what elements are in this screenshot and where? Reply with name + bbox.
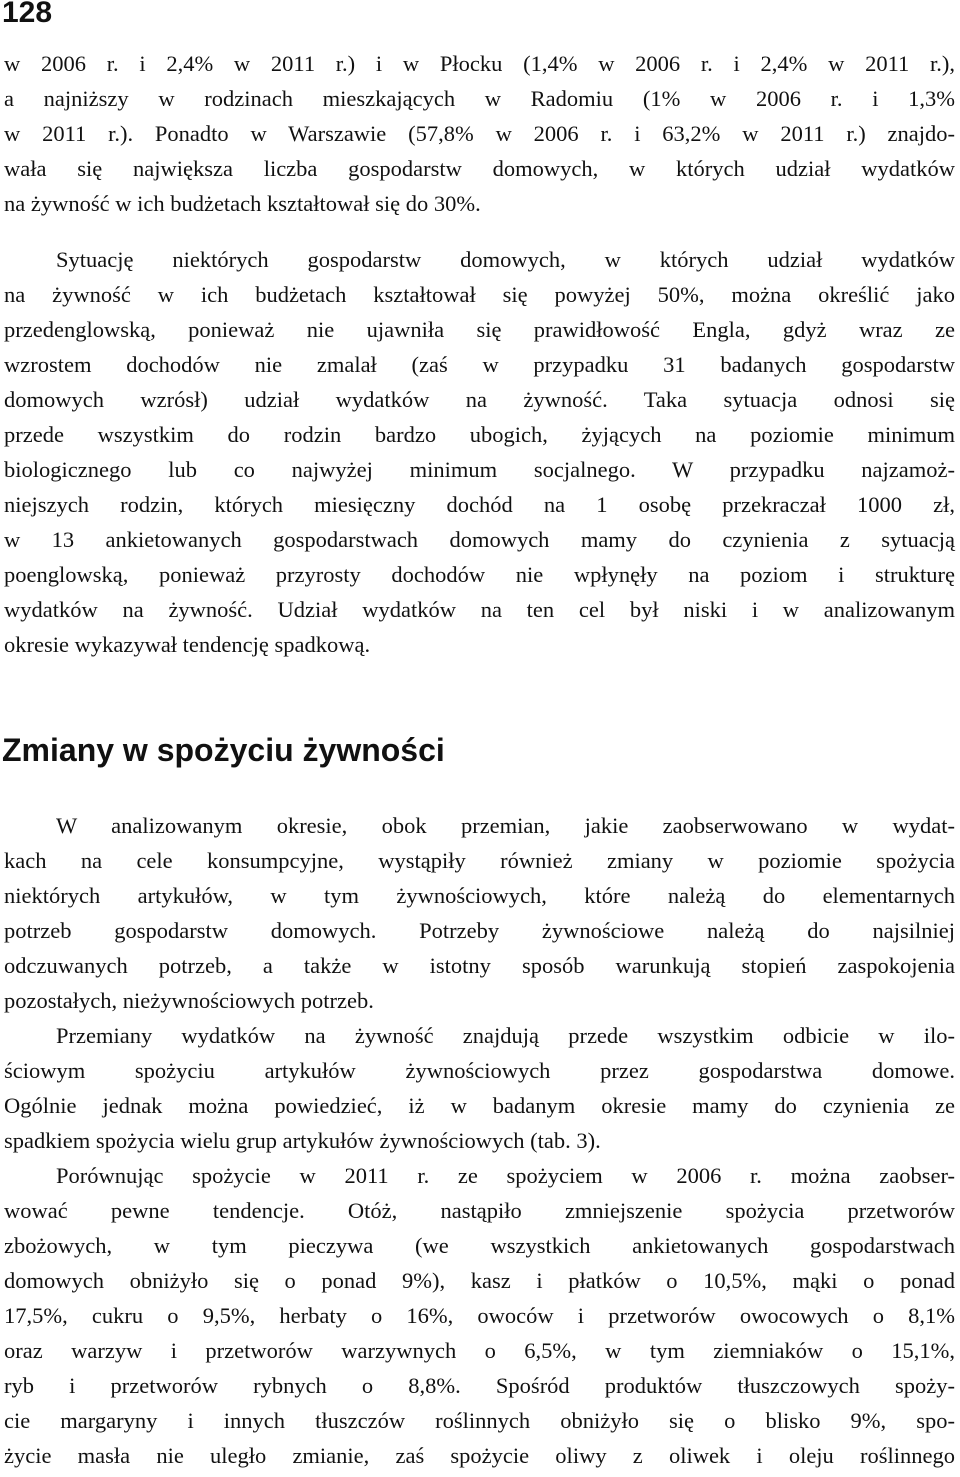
paragraph-2-line: poenglowską, ponieważ przyrosty dochodów nie wpłynęły na poziom i strukturę xyxy=(4,562,955,587)
paragraph-2-line: w 13 ankietowanych gospodarstwach domowych mamy do czynienia z sytuacją xyxy=(4,527,955,552)
paragraph-1-line: na żywność w ich budżetach kształtował się do 30%. xyxy=(4,191,481,216)
paragraph-1 xyxy=(4,46,955,221)
paragraph-5-line: 17,5%, cukru o 9,5%, herbaty o 16%, owoców i przetworów owocowych o 8,1% xyxy=(4,1303,955,1328)
paragraph-2-line: Sytuację niektórych gospodarstw domowych, w których udział wydatków xyxy=(56,247,955,272)
paragraph-2-line: okresie wykazywał tendencję spadkową. xyxy=(4,632,371,657)
paragraph-3-line: pozostałych, nieżywnościowych potrzeb. xyxy=(4,988,374,1013)
paragraph-4 xyxy=(4,1018,955,1158)
paragraph-4-line: spadkiem spożycia wielu grup artykułów żywnościowych (tab. 3). xyxy=(4,1128,601,1153)
paragraph-1-line: wała się największa liczba gospodarstw domowych, w których udział wydatków xyxy=(4,156,955,181)
paragraph-4-line: Ogólnie jednak można powiedzieć, iż w badanym okresie mamy do czynienia ze xyxy=(4,1093,955,1118)
paragraph-4-line: ściowym spożyciu artykułów żywnościowych przez gospodarstwa domowe. xyxy=(4,1058,955,1083)
paragraph-2-line: wydatków na żywność. Udział wydatków na ten cel był niski i w analizowanym xyxy=(4,597,955,622)
paragraph-5-line: oraz warzyw i przetworów warzywnych o 6,5%, w tym ziemniaków o 15,1%, xyxy=(4,1338,955,1363)
paragraph-2-line: domowych wzrósł) udział wydatków na żywność. Taka sytuacja odnosi się xyxy=(4,387,955,412)
paragraph-5-line: cie margaryny i innych tłuszczów roślinnych obniżyło się o blisko 9%, spo- xyxy=(4,1408,955,1433)
paragraph-2-line: biologicznego lub co najwyżej minimum socjalnego. W przypadku najzamoż- xyxy=(4,457,955,482)
paragraph-2-line: na żywność w ich budżetach kształtował się powyżej 50%, można określić jako xyxy=(4,282,955,307)
paragraph-2-line: przede wszystkim do rodzin bardzo ubogich, żyjących na poziomie minimum xyxy=(4,422,955,447)
paragraph-3-line: W analizowanym okresie, obok przemian, jakie zaobserwowano w wydat- xyxy=(56,813,955,838)
paragraph-2-line: wzrostem dochodów nie zmalał (zaś w przypadku 31 badanych gospodarstw xyxy=(4,352,955,377)
paragraph-2 xyxy=(4,242,955,662)
paragraph-4-line: Przemiany wydatków na żywność znajdują przede wszystkim odbicie w ilo- xyxy=(56,1023,955,1048)
paragraph-5-line: życie masła nie uległo zmianie, zaś spożycie oliwy z oliwek i oleju roślinnego xyxy=(4,1443,955,1468)
paragraph-5-line: ryb i przetworów rybnych o 8,8%. Spośród produktów tłuszczowych spoży- xyxy=(4,1373,955,1398)
paragraph-1-line: w 2006 r. i 2,4% w 2011 r.) i w Płocku (1,4% w 2006 r. i 2,4% w 2011 r.), xyxy=(4,51,955,76)
paragraph-5 xyxy=(4,1158,955,1473)
paragraph-5-line: Porównując spożycie w 2011 r. ze spożyciem w 2006 r. można zaobser- xyxy=(56,1163,955,1188)
paragraph-5-line: zbożowych, w tym pieczywa (we wszystkich ankietowanych gospodarstwach xyxy=(4,1233,955,1258)
section-heading: Zmiany w spożyciu żywności xyxy=(2,732,445,768)
page-number: 128 xyxy=(2,0,53,29)
paragraph-3-line: potrzeb gospodarstw domowych. Potrzeby żywnościowe należą do najsilniej xyxy=(4,918,955,943)
paragraph-2-line: niejszych rodzin, których miesięczny dochód na 1 osobę przekraczał 1000 zł, xyxy=(4,492,955,517)
paragraph-2-line: przedenglowską, ponieważ nie ujawniła się prawidłowość Engla, gdyż wraz ze xyxy=(4,317,955,342)
paragraph-1-line: a najniższy w rodzinach mieszkających w Radomiu (1% w 2006 r. i 1,3% xyxy=(4,86,955,111)
paragraph-1-line: w 2011 r.). Ponadto w Warszawie (57,8% w 2006 r. i 63,2% w 2011 r.) znajdo- xyxy=(4,121,955,146)
paragraph-5-line: wować pewne tendencje. Otóż, nastąpiło zmniejszenie spożycia przetworów xyxy=(4,1198,955,1223)
paragraph-3-line: odczuwanych potrzeb, a także w istotny sposób warunkują stopień zaspokojenia xyxy=(4,953,955,978)
paragraph-3 xyxy=(4,808,955,1018)
paragraph-3-line: kach na cele konsumpcyjne, wystąpiły również zmiany w poziomie spożycia xyxy=(4,848,955,873)
paragraph-3-line: niektórych artykułów, w tym żywnościowych, które należą do elementarnych xyxy=(4,883,955,908)
paragraph-5-line: domowych obniżyło się o ponad 9%), kasz i płatków o 10,5%, mąki o ponad xyxy=(4,1268,955,1293)
